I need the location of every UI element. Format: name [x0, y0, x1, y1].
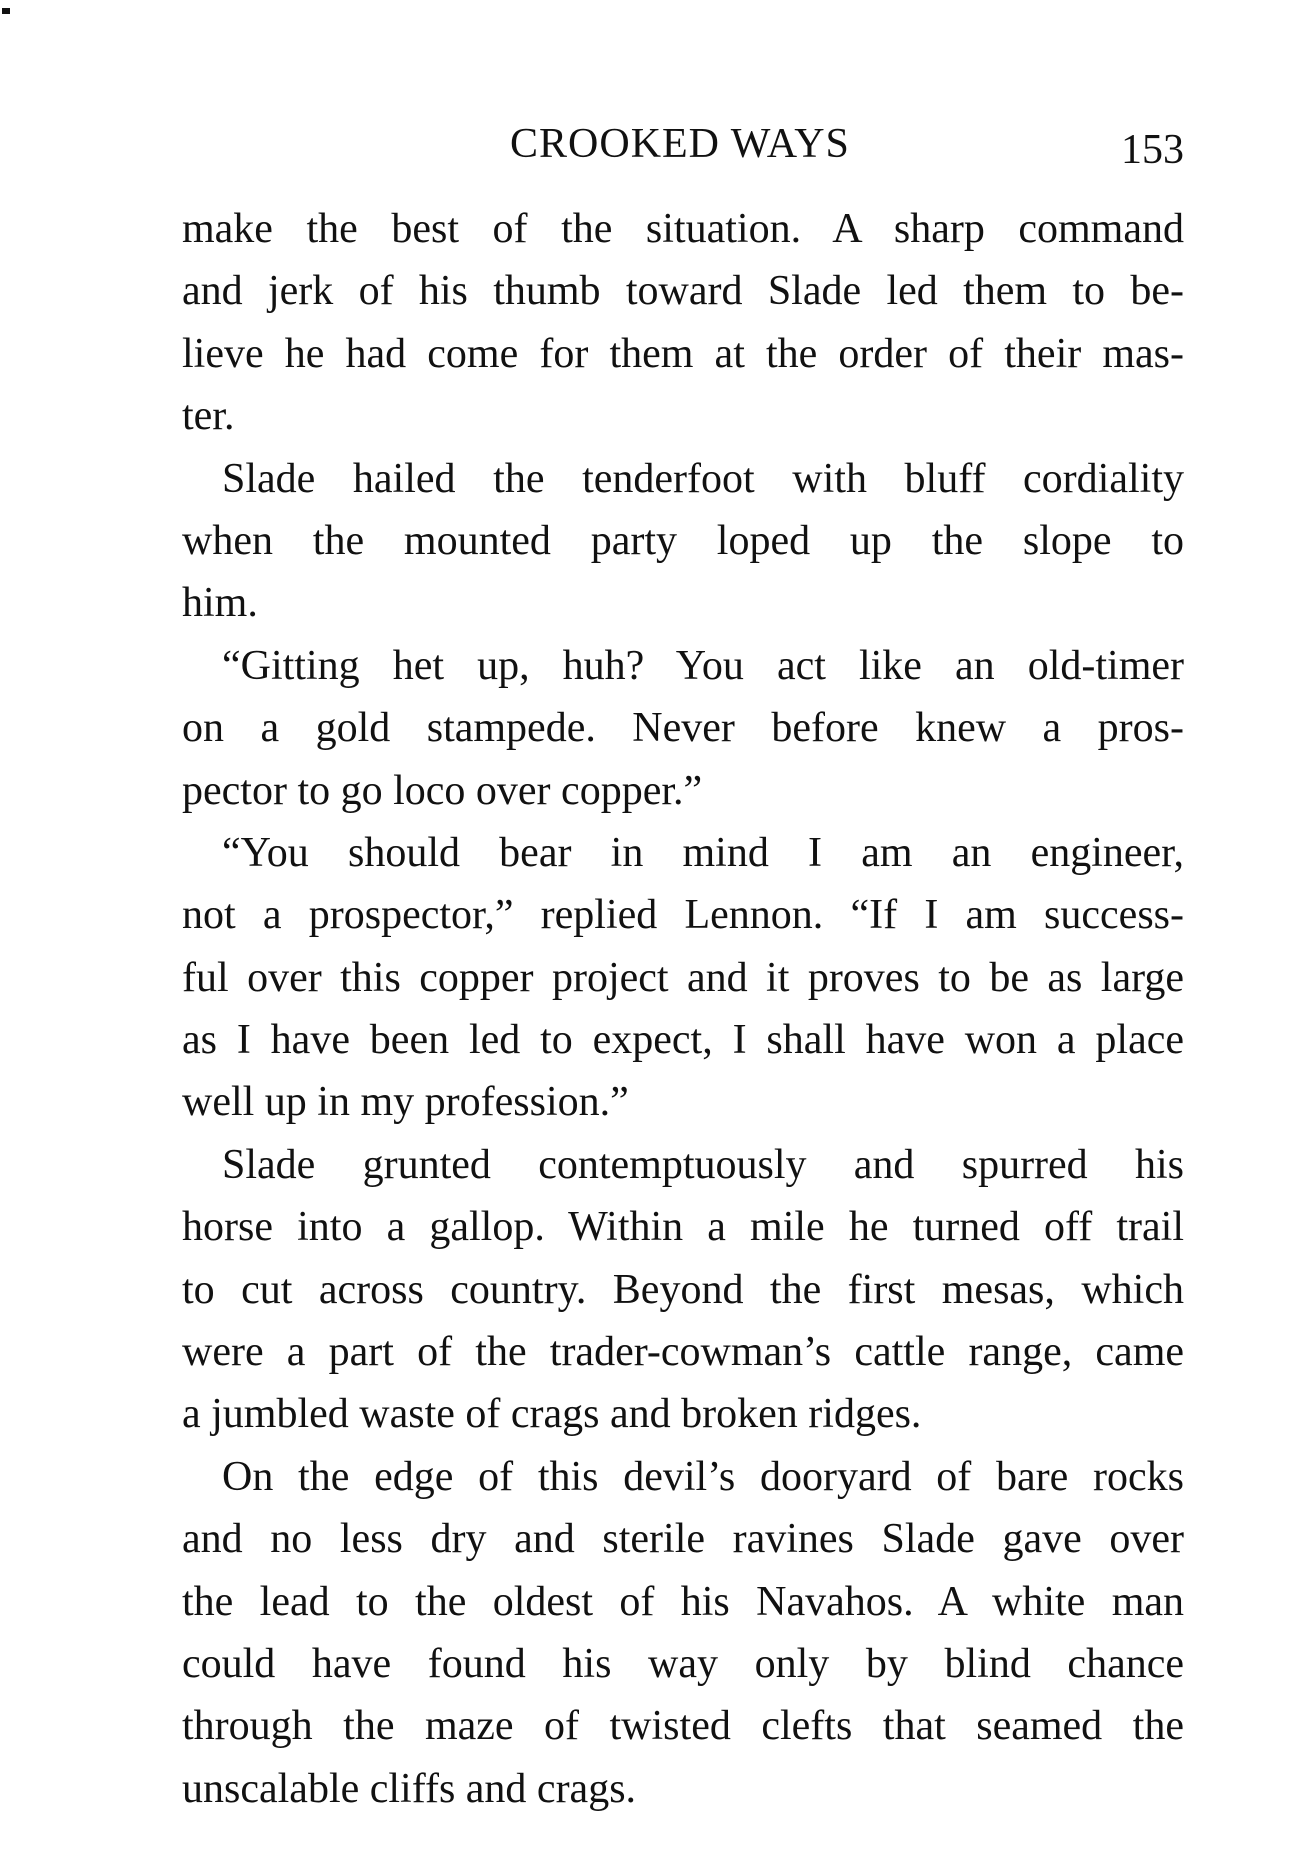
text-line: ter. — [182, 393, 235, 440]
paragraph — [182, 635, 1184, 822]
page-header — [182, 120, 1184, 176]
body-text — [182, 198, 1184, 1820]
text-line: were a part of the trader-cowman’s cattle range, came — [182, 1329, 1184, 1376]
text-line: and jerk of his thumb toward Slade led them to be- — [182, 268, 1184, 315]
text-line: the lead to the oldest of his Navahos. A white man — [182, 1578, 1184, 1625]
text-line: Slade grunted contemptuously and spurred his — [222, 1141, 1184, 1188]
page-number: 153 — [1121, 127, 1184, 173]
text-line: horse into a gallop. Within a mile he turned off trail — [182, 1204, 1184, 1251]
text-line: make the best of the situation. A sharp command — [182, 206, 1184, 252]
text-line: On the edge of this devil’s dooryard of bare rocks — [222, 1453, 1184, 1500]
text-line: through the maze of twisted clefts that seamed the — [182, 1703, 1184, 1750]
paragraph — [182, 1134, 1184, 1446]
text-line: on a gold stampede. Never before knew a pros- — [182, 705, 1184, 752]
text-line: could have found his way only by blind chance — [182, 1640, 1184, 1687]
paragraph — [182, 822, 1184, 1134]
paragraph — [182, 1446, 1184, 1820]
text-line: and no less dry and sterile ravines Slade gave over — [182, 1516, 1184, 1563]
text-line: well up in my profession.” — [182, 1079, 629, 1126]
text-line: lieve he had come for them at the order of their mas- — [182, 330, 1184, 377]
text-line: when the mounted party loped up the slope to — [182, 517, 1184, 564]
text-line: unscalable cliffs and crags. — [182, 1765, 637, 1812]
text-line: “You should bear in mind I am an engineer, — [222, 829, 1184, 876]
scan-mark — [2, 8, 10, 14]
text-line: to cut across country. Beyond the first mesas, which — [182, 1266, 1184, 1313]
paragraph — [182, 448, 1184, 635]
text-line: Slade hailed the tenderfoot with bluff cordiality — [222, 455, 1184, 502]
running-title: CROOKED WAYS — [510, 121, 850, 167]
text-line: “Gitting het up, huh? You act like an old-timer — [222, 642, 1184, 689]
text-line: pector to go loco over copper.” — [182, 767, 703, 814]
text-line: not a prospector,” replied Lennon. “If I am success- — [182, 892, 1184, 939]
paragraph — [182, 198, 1184, 448]
text-line: as I have been led to expect, I shall have won a place — [182, 1017, 1184, 1064]
text-line: a jumbled waste of crags and broken ridges. — [182, 1391, 922, 1438]
text-line: him. — [182, 580, 258, 627]
text-line: ful over this copper project and it proves to be as large — [182, 954, 1184, 1001]
